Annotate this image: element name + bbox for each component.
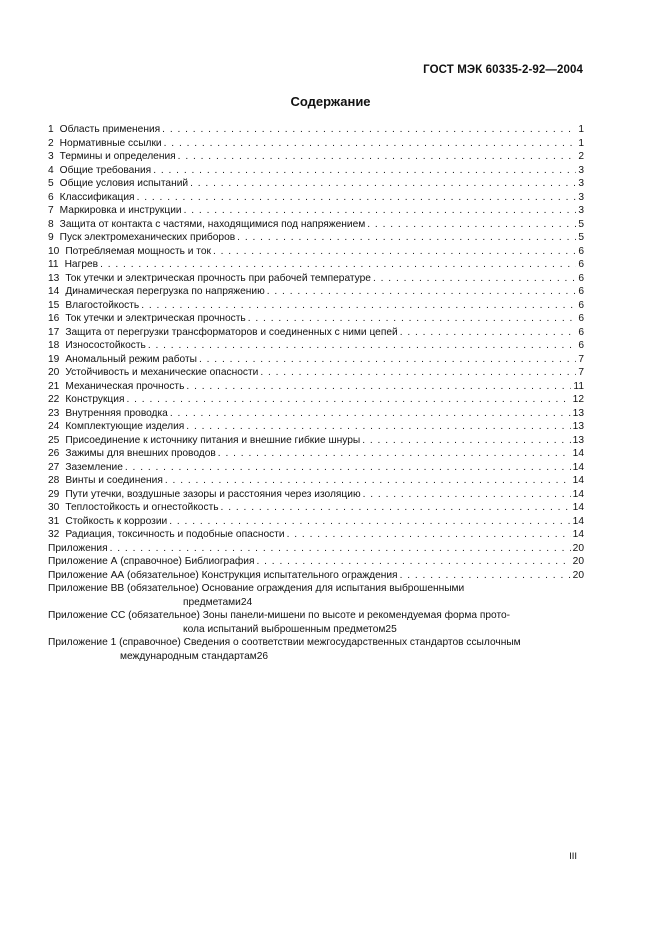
leader-dots [126, 393, 570, 407]
leader-dots [287, 528, 571, 542]
toc-entry-number: 19 [48, 353, 60, 365]
leader-dots [218, 447, 571, 461]
toc-entry-number: 25 [48, 434, 60, 446]
toc-entry-page: 3 [578, 191, 584, 203]
toc-entry-page: 24 [240, 596, 253, 608]
toc-entry-number: 10 [48, 245, 60, 257]
toc-entry-label: Приложение СС (обязательное) Зоны панели-мишени по высоте и рекомендуемая форма прото- [48, 610, 511, 621]
leader-dots [162, 123, 576, 137]
toc-entry-label: Приложение А (справочное) Библиография [48, 556, 255, 567]
toc-entry-page: 14 [572, 448, 584, 459]
toc-entry-annex-bb[interactable] [48, 582, 584, 609]
toc-entry-number: 23 [48, 407, 60, 419]
toc-entry[interactable] [48, 137, 584, 151]
leader-dots [362, 434, 570, 448]
toc-entry[interactable] [48, 434, 584, 448]
toc-entry[interactable] [48, 366, 584, 380]
toc-entry-number: 8 [48, 218, 54, 230]
leader-dots [199, 353, 576, 367]
toc-entry-label: Термины и определения [59, 151, 176, 162]
toc-entry-number: 5 [48, 178, 54, 189]
toc-entry-label: Приложения [48, 542, 108, 554]
toc-entry-label: Устойчивость и механические опасности [65, 367, 259, 378]
toc-entry-page: 2 [578, 151, 584, 162]
toc-entry-label: Приложение 1 (справочное) Сведения о соответствии межгосударственных стандартов ссылочным [48, 637, 521, 648]
leader-dots [363, 488, 571, 502]
toc-entry-label: Влагостойкость [65, 299, 140, 311]
toc-entry-page: 25 [385, 623, 397, 635]
toc-entry-label: Ток утечки и электрическая прочность при рабочей температуре [65, 272, 371, 284]
toc-entry[interactable] [48, 326, 584, 340]
leader-dots [221, 501, 571, 515]
toc-entry[interactable] [48, 272, 584, 286]
toc-entry-label: Конструкция [65, 394, 125, 405]
toc-entry-page: 1 [578, 137, 584, 149]
toc-entry-number: 2 [48, 137, 54, 149]
leader-dots [169, 515, 570, 529]
toc-entry-page: 3 [578, 178, 584, 189]
toc-entry[interactable] [48, 218, 584, 232]
toc-entry-label: Присоединение к источнику питания и внешние гибкие шнуры [65, 434, 361, 446]
toc-entry-number: 28 [48, 475, 60, 486]
toc-entry-annex-1[interactable] [48, 636, 584, 663]
leader-dots [125, 461, 571, 475]
leader-dots [148, 339, 577, 353]
toc-entry-page: 3 [578, 205, 584, 216]
leader-dots [267, 285, 577, 299]
toc-entry-page: 6 [578, 272, 584, 284]
toc-entry[interactable] [48, 380, 584, 394]
toc-entry-number: 14 [48, 286, 60, 297]
toc-entry-number: 32 [48, 529, 60, 540]
leader-dots [237, 231, 576, 245]
toc-entry-page: 12 [572, 394, 584, 405]
toc-entry[interactable] [48, 285, 584, 299]
toc-entry[interactable] [48, 177, 584, 191]
toc-entry-label: Защита от контакта с частями, находящимися под напряжением [59, 218, 366, 230]
toc-entry-label: Нагрев [64, 259, 99, 270]
leader-dots [260, 366, 576, 380]
leader-dots [178, 150, 577, 164]
toc-entry[interactable] [48, 542, 584, 556]
toc-entry[interactable] [48, 474, 584, 488]
toc-entry-page: 13 [572, 407, 584, 419]
leader-dots [100, 258, 576, 272]
toc-entry-number: 6 [48, 191, 54, 203]
toc-entry[interactable] [48, 407, 584, 421]
toc-entry[interactable] [48, 393, 584, 407]
toc-entry-label: Динамическая перегрузка по напряжению [65, 286, 265, 297]
toc-entry-page: 14 [572, 488, 584, 500]
toc-entry-label: Защита от перегрузки трансформаторов и соединенных с ними цепей [65, 326, 398, 338]
toc-entry-number: 16 [48, 313, 60, 324]
toc-entry-label: Заземление [65, 461, 123, 473]
toc-entry-number: 21 [48, 380, 60, 392]
leader-dots [248, 312, 577, 326]
toc-entry[interactable] [48, 191, 584, 205]
toc-entry-page: 6 [578, 245, 584, 257]
toc-entry[interactable] [48, 258, 584, 272]
toc-entry-page: 20 [572, 569, 584, 581]
toc-entry-label: Приложение АА (обязательное) Конструкция испытательного ограждения [48, 569, 398, 581]
toc-entry[interactable] [48, 299, 584, 313]
toc-entry-page: 20 [572, 542, 584, 554]
toc-entry-label: Общие условия испытаний [59, 178, 189, 189]
toc-entry[interactable] [48, 515, 584, 529]
toc-entry-number: 3 [48, 151, 54, 162]
leader-dots [164, 137, 577, 151]
toc-entry-label: Область применения [59, 124, 161, 135]
toc-entry[interactable] [48, 569, 584, 583]
toc-entry-number: 7 [48, 205, 54, 216]
toc-entry-label: Приложение ВВ (обязательное) Основание ограждения для испытания выброшенными [48, 583, 465, 594]
toc-entry[interactable] [48, 123, 584, 137]
toc-entry-label: Механическая прочность [65, 380, 185, 392]
leader-dots [153, 164, 576, 178]
toc-entry-label: Износостойкость [65, 340, 146, 351]
toc-entry-page: 6 [578, 340, 584, 351]
toc-entry[interactable] [48, 420, 584, 434]
toc-entry-page: 5 [578, 218, 584, 230]
toc-entry-label: Стойкость к коррозии [65, 515, 168, 527]
toc-entry-page: 3 [578, 164, 584, 176]
toc-entry-page: 5 [578, 232, 584, 243]
toc-entry-page: 14 [572, 475, 584, 486]
toc-entry-label: Потребляемая мощность и ток [65, 245, 211, 257]
toc-entry-label: Маркировка и инструкции [59, 205, 182, 216]
leader-dots [165, 474, 571, 488]
toc-entry[interactable] [48, 339, 584, 353]
toc-entry-label: Комплектующие изделия [65, 421, 185, 432]
toc-entry-page: 26 [256, 650, 269, 662]
toc-entry[interactable] [48, 447, 584, 461]
toc-entry[interactable] [48, 150, 584, 164]
toc-entry-number: 30 [48, 502, 60, 513]
toc-entry-number: 20 [48, 367, 60, 378]
toc-entry-page: 14 [572, 461, 584, 473]
leader-dots [373, 272, 576, 286]
toc-entry-annex-cc[interactable] [48, 609, 584, 636]
toc-entry[interactable] [48, 245, 584, 259]
table-of-contents [48, 123, 584, 663]
toc-entry-label: Пути утечки, воздушные зазоры и расстояния через изоляцию [65, 488, 361, 500]
leader-dots [110, 542, 571, 556]
leader-dots [256, 555, 570, 569]
toc-entry-page: 7 [578, 353, 584, 365]
toc-entry-page: 14 [572, 502, 584, 513]
page-title: Содержание [290, 94, 371, 109]
toc-entry[interactable] [48, 164, 584, 178]
leader-dots [367, 218, 576, 232]
toc-entry[interactable] [48, 312, 584, 326]
toc-entry-label: Зажимы для внешних проводов [65, 448, 216, 459]
toc-entry[interactable] [48, 231, 584, 245]
leader-dots [400, 326, 577, 340]
toc-entry-label: Нормативные ссылки [59, 137, 162, 149]
toc-entry-page: 13 [572, 421, 584, 432]
toc-entry-number: 27 [48, 461, 60, 473]
leader-dots [186, 420, 570, 434]
toc-entry-page: 6 [578, 259, 584, 270]
toc-entry-number: 31 [48, 515, 60, 527]
toc-entry-number: 13 [48, 272, 60, 284]
toc-entry-page: 13 [572, 434, 584, 446]
toc-entry-number: 22 [48, 394, 60, 405]
toc-entry-number: 9 [48, 232, 54, 243]
toc-entry-page: 14 [572, 529, 584, 540]
leader-dots [186, 380, 571, 394]
toc-entry[interactable] [48, 353, 584, 367]
toc-entry-page: 1 [578, 124, 584, 135]
leader-dots [137, 191, 577, 205]
toc-entry-label-continuation: международным стандартам [120, 650, 257, 662]
toc-entry-label: Аномальный режим работы [65, 353, 197, 365]
toc-entry-label: Общие требования [59, 164, 152, 176]
leader-dots [190, 177, 576, 191]
toc-entry[interactable] [48, 461, 584, 475]
toc-entry-label: Теплостойкость и огнестойкость [65, 502, 219, 513]
toc-entry-number: 15 [48, 299, 60, 311]
toc-entry-number: 24 [48, 421, 60, 432]
toc-entry[interactable] [48, 204, 584, 218]
toc-entry-page: 14 [572, 515, 584, 527]
toc-entry-number: 17 [48, 326, 60, 338]
toc-entry-label: Классификация [59, 191, 135, 203]
toc-entry[interactable] [48, 528, 584, 542]
toc-entry-page: 20 [572, 556, 584, 567]
page-number: III [569, 851, 577, 862]
toc-entry-label: Винты и соединения [65, 475, 163, 486]
toc-entry-label: Внутренняя проводка [65, 407, 168, 419]
toc-entry-number: 18 [48, 340, 60, 351]
toc-entry-number: 1 [48, 124, 54, 135]
toc-entry-page: 6 [578, 286, 584, 297]
toc-entry-page: 6 [578, 299, 584, 311]
toc-entry-page: 6 [578, 313, 584, 324]
leader-dots [170, 407, 571, 421]
leader-dots [213, 245, 576, 259]
leader-dots [184, 204, 577, 218]
toc-entry-page: 6 [578, 326, 584, 338]
toc-entry-number: 26 [48, 448, 60, 459]
toc-entry-number: 4 [48, 164, 54, 176]
leader-dots [400, 569, 571, 583]
toc-entry[interactable] [48, 488, 584, 502]
toc-entry[interactable] [48, 501, 584, 515]
toc-entry-label-continuation: кола испытаний выброшенным предметом [183, 623, 386, 635]
toc-entry-number: 11 [48, 259, 59, 270]
toc-entry-page: 11 [573, 380, 584, 392]
leader-dots [141, 299, 576, 313]
toc-entry-label: Радиация, токсичность и подобные опасности [65, 529, 285, 540]
toc-entry-label: Ток утечки и электрическая прочность [65, 313, 246, 324]
toc-entry-number: 29 [48, 488, 60, 500]
toc-entry[interactable] [48, 555, 584, 569]
document-id: ГОСТ МЭК 60335-2-92—2004 [423, 64, 583, 76]
toc-entry-label-continuation: предметами [183, 596, 241, 608]
toc-entry-label: Пуск электромеханических приборов [59, 232, 236, 243]
toc-entry-page: 7 [578, 367, 584, 378]
